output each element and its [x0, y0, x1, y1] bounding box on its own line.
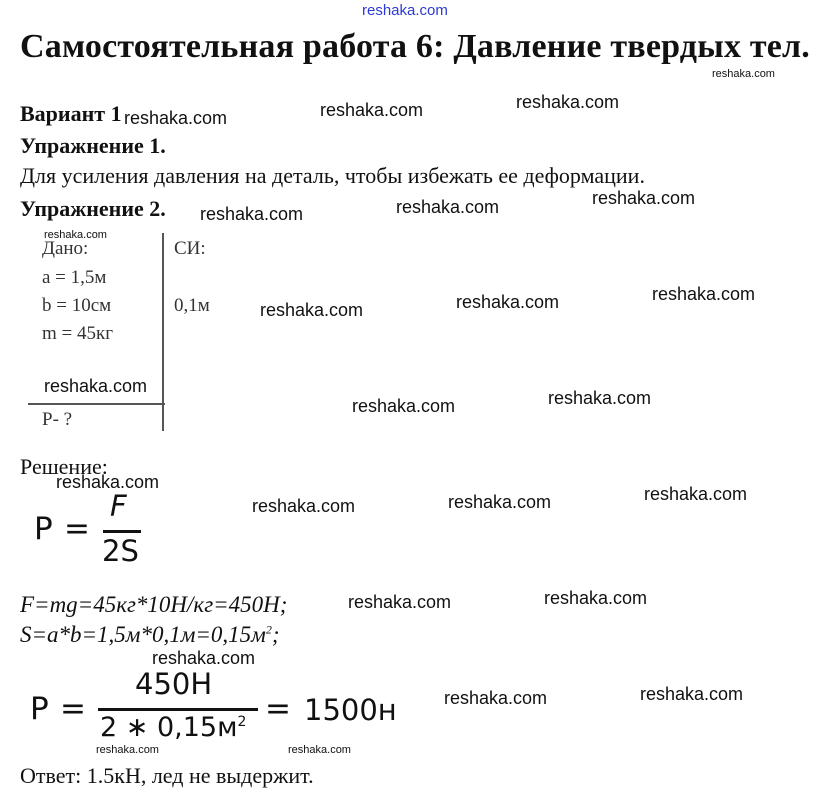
given-row-m: m = 45кг — [42, 323, 114, 344]
watermark: reshaka.com — [260, 300, 364, 320]
formula2-equals-result: = — [265, 691, 291, 727]
find-label: P- ? — [42, 409, 73, 430]
si-label: СИ: — [174, 238, 206, 259]
formula2-denominator: 2 ∗ $0,15м^2$ — [100, 712, 247, 743]
watermark: reshaka.com — [448, 492, 552, 512]
watermark: reshaka.com — [348, 592, 452, 612]
watermark: reshaka.com — [456, 292, 560, 312]
watermark: reshaka.com — [592, 188, 696, 208]
watermark: reshaka.com — [124, 108, 228, 128]
watermark: reshaka.com — [288, 744, 351, 756]
formula2-fraction-bar — [98, 708, 258, 711]
formula2-lhs: P — [30, 691, 49, 727]
watermark: reshaka.com — [96, 744, 159, 756]
watermark: reshaka.com — [444, 688, 548, 708]
answer-text: Ответ: 1.5кН, лед не выдержит. — [20, 763, 314, 788]
variant-heading: Вариант 1 — [20, 101, 122, 126]
formula2-result: 1500н — [304, 693, 397, 727]
watermark: reshaka.com — [548, 388, 652, 408]
watermark: reshaka.com — [652, 284, 756, 304]
given-row-a: a = 1,5м — [42, 267, 107, 288]
watermark: reshaka.com — [252, 496, 356, 516]
watermark: reshaka.com — [44, 376, 148, 396]
watermark: reshaka.com — [56, 472, 160, 492]
formula1-denominator: 2S — [102, 534, 139, 568]
formula1-equals: = — [64, 511, 90, 547]
watermark: reshaka.com — [396, 197, 500, 217]
formula2-numerator: 450Н — [135, 667, 213, 701]
site-link[interactable]: reshaka.com — [362, 2, 448, 19]
formula1-lhs: P — [34, 511, 53, 547]
si-value-b: 0,1м — [174, 295, 210, 316]
given-row-b: b = 10см — [42, 295, 112, 316]
watermark: reshaka.com — [152, 648, 256, 668]
formula1-fraction-bar — [103, 530, 141, 533]
given-label: Дано: — [42, 238, 89, 259]
watermark: reshaka.com — [544, 588, 648, 608]
page-title: Самостоятельная работа 6: Давление твердых тел. — [20, 28, 811, 65]
formula1-numerator: F — [110, 489, 127, 523]
calc-force-line: F=mg=45кг*10Н/кг=450Н; — [20, 592, 288, 617]
calc-area-line: $S=a*b=1,5м*0,1м=0,15м^2$; — [20, 622, 280, 647]
watermark: reshaka.com — [516, 92, 620, 112]
watermark: reshaka.com — [352, 396, 456, 416]
watermark: reshaka.com — [320, 100, 424, 120]
watermark: reshaka.com — [644, 484, 748, 504]
watermark: reshaka.com — [44, 229, 107, 241]
exercise1-heading: Упражнение 1. — [20, 133, 166, 158]
given-divider-vertical — [162, 233, 164, 431]
exercise1-text: Для усиления давления на деталь, чтобы избежать ее деформации. — [20, 163, 645, 188]
formula2-equals: = — [60, 691, 86, 727]
watermark: reshaka.com — [200, 204, 304, 224]
watermark: reshaka.com — [712, 68, 775, 80]
exercise2-heading: Упражнение 2. — [20, 196, 166, 221]
given-divider-horizontal — [28, 403, 165, 405]
watermark: reshaka.com — [640, 684, 744, 704]
solution-label: Решение: — [20, 454, 108, 479]
